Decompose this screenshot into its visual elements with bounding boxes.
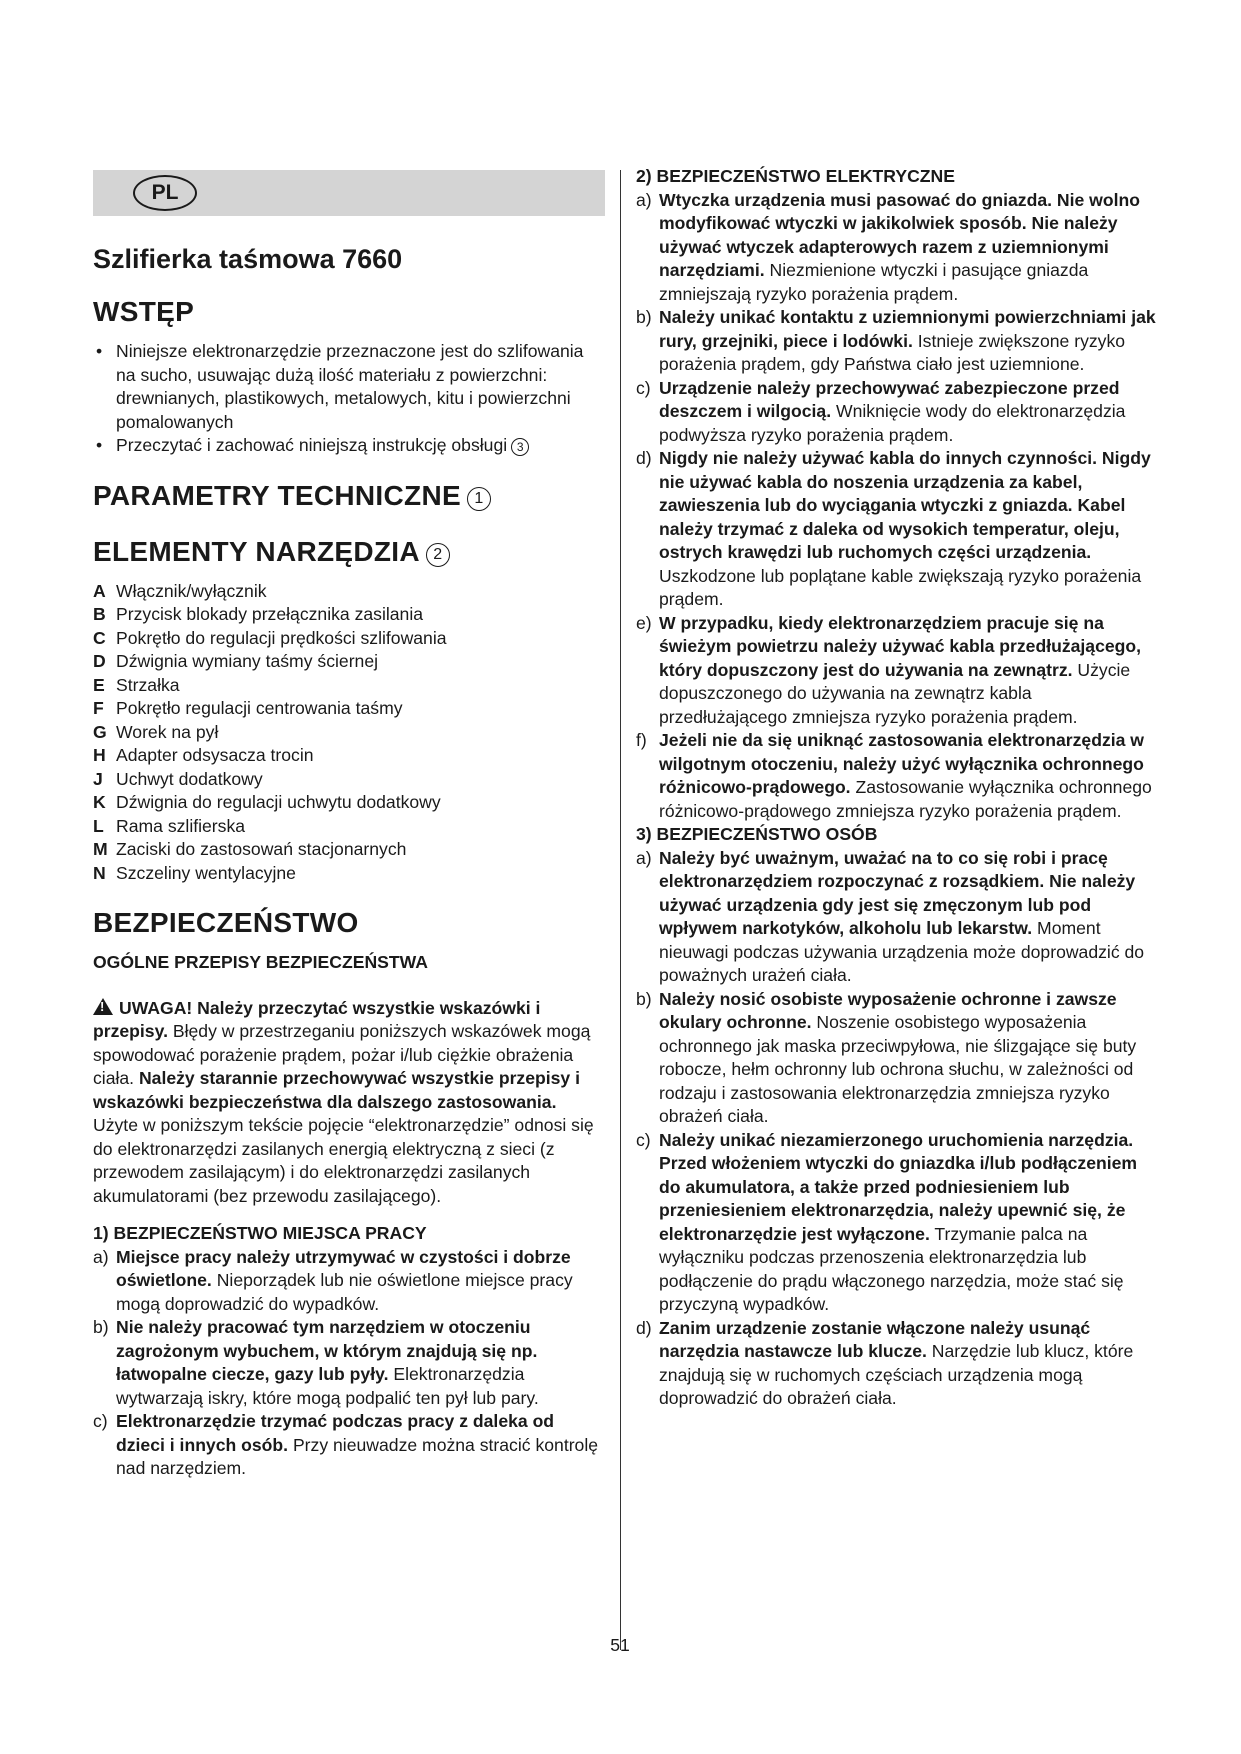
item-explanation: Zastosowanie wyłącznika ochronnego różnicowo-prądowego zmniejsza ryzyko porażenia prądem.: [659, 777, 1152, 821]
part-label: Strzałka: [116, 674, 180, 695]
item-explanation: Trzymanie palca na wyłączniku podczas przenoszenia elektronarzędzia lub podłączenie do prądu włączonego narzędzia, może stać się przyczyną wypadków.: [659, 1223, 1124, 1314]
item-body: [659, 377, 1156, 448]
safety-item: [93, 1316, 605, 1410]
safety-heading: BEZPIECZEŃSTWO: [93, 907, 359, 938]
safety-section-workplace: [93, 1222, 605, 1481]
part-letter: K: [93, 792, 106, 812]
part-item: [93, 744, 605, 768]
safety-item: [636, 612, 1156, 730]
params-heading: PARAMETRY TECHNICZNE 1: [93, 478, 605, 514]
item-letter: a): [636, 847, 652, 868]
parts-list: [93, 580, 605, 886]
item-explanation: Istnieje zwiększone ryzyko porażenia prądem, gdy Państwa ciało jest uziemnione.: [659, 330, 1126, 374]
part-item: [93, 862, 605, 886]
part-item: [93, 815, 605, 839]
item-letter: b): [636, 988, 652, 1009]
item-rule: Należy nosić osobiste wyposażenie ochronne i zawsze okulary ochronne.: [659, 988, 1117, 1032]
part-item: [93, 650, 605, 674]
item-letter: d): [636, 1317, 652, 1338]
part-letter: L: [93, 815, 104, 836]
safety-section-personal: [636, 823, 1156, 1411]
item-explanation: Elektronarzędzia wytwarzają iskry, które mogą podpalić ten pył lub pary.: [116, 1364, 539, 1408]
item-explanation: Użycie dopuszczonego do używania na zewnątrz kabla przedłużającego zmniejsza ryzyko porażenia prądem.: [659, 659, 1131, 727]
language-badge: PL: [133, 175, 197, 211]
item-explanation: Wniknięcie wody do elektronarzędzia podwyższa ryzyko porażenia prądem.: [659, 401, 1126, 445]
item-explanation: Uszkodzone lub poplątane kable zwiększają ryzyko porażenia prądem.: [659, 565, 1142, 609]
item-rule: Należy unikać kontaktu z uziemnionymi powierzchniami jak rury, grzejniki, piece i lodówki.: [659, 307, 1156, 351]
part-label: Adapter odsysacza trocin: [116, 745, 314, 765]
safety-item: [636, 1317, 1156, 1411]
part-letter: B: [93, 604, 106, 624]
section-heading: 3) BEZPIECZEŃSTWO OSÓB: [636, 824, 878, 844]
part-letter: N: [93, 862, 106, 883]
item-body: [659, 1317, 1156, 1411]
item-body: [659, 612, 1156, 730]
part-letter: J: [93, 768, 103, 789]
item-body: [659, 306, 1156, 377]
safety-item: [636, 729, 1156, 823]
safety-section-electrical: [636, 165, 1156, 823]
intro-heading: WSTĘP: [93, 296, 195, 327]
part-letter: E: [93, 674, 105, 695]
item-rule: Urządzenie należy przechowywać zabezpieczone przed deszczem i wilgocią.: [659, 377, 1120, 421]
item-body: [659, 1129, 1156, 1317]
section-heading: 1) BEZPIECZEŃSTWO MIEJSCA PRACY: [93, 1223, 427, 1243]
right-column: [636, 165, 1156, 1411]
warning-paragraph: !UWAGA! Należy przeczytać wszystkie wskazówki i przepisy. Błędy w przestrzeganiu poniższych wskazówek mogą spowodować porażenie prądem, pożar i/lub ciężkie obrażenia ciała. Należy starannie przechowywać wszystkie przepisy i wskazówki bezpieczeństwa dla dalszego zastosowania. Użyte w poniższym tekście pojęcie “elektronarzędzie” odnosi się do elektronarzędzi zasilanych energią elektryczną z sieci (z przewodem zasilającym) i do elektronarzędzi zasilanych akumulatorami (bez przewodu zasilającego).: [93, 997, 605, 1209]
part-label: Worek na pył: [116, 721, 219, 742]
item-rule: Należy unikać niezamierzonego uruchomienia narzędzia. Przed włożeniem wtyczki do gniazdka i/lub podłączeniem do akumulatora, a także przed podniesieniem lub przeniesieniem elektronarzędzia, należy upewnić się, że elektronarzędzie jest wyłączone.: [659, 1129, 1138, 1244]
intro-bullet: • Przeczytać i zachować niniejszą instrukcję obsługi 3: [93, 434, 605, 458]
part-label: Włącznik/wyłącznik: [116, 580, 267, 601]
item-letter: e): [636, 612, 652, 633]
item-letter: b): [636, 307, 652, 327]
figure-ref-2: 2: [426, 543, 450, 567]
item-explanation: Moment nieuwagi podczas używania urządzenia może doprowadzić do poważnych urażeń ciała.: [659, 918, 1145, 985]
part-label: Szczeliny wentylacyjne: [116, 862, 296, 883]
part-label: Dźwignia do regulacji uchwytu dodatkowy: [116, 792, 441, 812]
item-body: [116, 1316, 605, 1410]
item-explanation: Przy nieuwadze można stracić kontrolę nad narzędziem.: [116, 1434, 599, 1478]
part-label: Uchwyt dodatkowy: [116, 768, 263, 789]
item-explanation: Narzędzie lub klucz, które znajdują się w ruchomych częściach urządzenia mogą doprowadzić do obrażeń ciała.: [659, 1341, 1134, 1408]
safety-item: [636, 847, 1156, 988]
safety-item: [93, 1246, 605, 1317]
part-label: Przycisk blokady przełącznika zasilania: [116, 604, 424, 624]
item-body: [116, 1246, 605, 1317]
part-letter: G: [93, 721, 107, 742]
part-item: [93, 580, 605, 604]
safety-item: [636, 1129, 1156, 1317]
intro-bullets: [93, 340, 605, 458]
section-heading: 2) BEZPIECZEŃSTWO ELEKTRYCZNE: [636, 166, 955, 186]
item-body: [116, 1410, 605, 1481]
part-item: [93, 838, 605, 862]
page-number: 51: [610, 1635, 630, 1655]
intro-bullet: • Niniejsze elektronarzędzie przeznaczone jest do szlifowania na sucho, usuwając dużą ilość materiału z powierzchni: drewnianych, plastikowych, metalowych, kitu i powierzchni pomalowanych: [93, 340, 605, 434]
figure-ref-1: 1: [467, 487, 491, 511]
item-body: [659, 847, 1156, 988]
item-rule: Elektronarzędzie trzymać podczas pracy z daleka od dzieci i innych osób.: [116, 1411, 555, 1455]
part-item: [93, 697, 605, 721]
item-letter: a): [636, 189, 652, 210]
item-letter: f): [636, 730, 647, 750]
part-letter: M: [93, 839, 108, 859]
item-rule: Zanim urządzenie zostanie włączone należy usunąć narzędzia nastawcze lub klucze.: [659, 1317, 1091, 1361]
item-rule: Jeżeli nie da się uniknąć zastosowania elektronarzędzia w wilgotnym otoczeniu, należy użyć wyłącznika ochronnego różnicowo-prądowego.: [659, 730, 1144, 797]
item-letter: b): [93, 1317, 109, 1337]
part-label: Pokrętło regulacji centrowania taśmy: [116, 698, 403, 718]
document-title: Szlifierka taśmowa 7660: [93, 244, 403, 274]
column-divider: [620, 170, 621, 1650]
safety-item: [93, 1410, 605, 1481]
part-letter: F: [93, 698, 104, 718]
item-explanation: Niezmienione wtyczki i pasujące gniazda zmniejszają ryzyko porażenia prądem.: [659, 260, 1089, 304]
part-item: [93, 791, 605, 815]
part-label: Pokrętło do regulacji prędkości szlifowania: [116, 627, 447, 648]
part-label: Dźwignia wymiany taśmy ściernej: [116, 651, 379, 671]
item-body: [659, 729, 1156, 823]
part-item: [93, 768, 605, 792]
item-rule: Nie należy pracować tym narzędziem w otoczeniu zagrożonym wybuchem, w którym znajdują się np. łatwopalne ciecze, gazy lub pyły.: [116, 1317, 538, 1384]
elements-heading: ELEMENTY NARZĘDZIA 2: [93, 534, 605, 570]
safety-item: [636, 377, 1156, 448]
item-rule: Wtyczka urządzenia musi pasować do gniazda. Nie wolno modyfikować wtyczki w jakikolwiek sposób. Nie należy używać wtyczek adapterowych razem z uziemnionymi narzędziami.: [659, 189, 1140, 280]
safety-item: [636, 306, 1156, 377]
warning-icon: [93, 998, 113, 1015]
part-item: [93, 721, 605, 745]
language-header-bar: [93, 170, 605, 216]
item-letter: c): [636, 377, 651, 398]
item-rule: Nigdy nie należy używać kabla do innych czynności. Nigdy nie używać kabla do noszenia urządzenia za kabel, zawieszenia lub do wyciągania wtyczki z gniazda. Kabel należy trzymać z daleka od wysokich temperatur, oleju, ostrych krawędzi lub ruchomych części urządzenia.: [659, 448, 1151, 562]
item-rule: Miejsce pracy należy utrzymywać w czystości i dobrze oświetlone.: [116, 1246, 571, 1290]
part-item: [93, 627, 605, 651]
part-label: Rama szlifierska: [116, 815, 246, 836]
part-letter: H: [93, 745, 106, 765]
item-letter: a): [93, 1246, 109, 1267]
part-letter: D: [93, 651, 106, 671]
part-label: Zaciski do zastosowań stacjonarnych: [116, 839, 407, 859]
item-rule: Należy być uważnym, uważać na to co się robi i pracę elektronarzędziem rozpoczynać z rozsądkiem. Nie należy używać urządzenia gdy jest się zmęczonym lub pod wpływem narkotyków, alkoholu lub lekarstw.: [659, 847, 1136, 938]
item-explanation: Noszenie osobistego wyposażenia ochronnego jak maska przeciwpyłowa, nie ślizgające się buty robocze, hełm ochronny lub ochrona słuchu, w zależności od rodzaju i zastosowania elektronarzędzia zmniejsza ryzyko obrażeń ciała.: [659, 1012, 1137, 1126]
item-explanation: Nieporządek lub nie oświetlone miejsce pracy mogą doprowadzić do wypadków.: [116, 1270, 573, 1314]
safety-item: [636, 189, 1156, 307]
part-item: [93, 603, 605, 627]
safety-item: [636, 447, 1156, 612]
item-rule: W przypadku, kiedy elektronarzędziem pracuje się na świeżym powietrzu należy używać kabla przedłużającego, który dopuszczony jest do używania na zewnątrz.: [659, 612, 1142, 680]
item-letter: c): [93, 1411, 108, 1431]
safety-item: [636, 988, 1156, 1129]
item-body: [659, 447, 1156, 612]
item-body: [659, 189, 1156, 307]
left-column: [93, 170, 605, 1481]
item-letter: d): [636, 448, 652, 468]
part-letter: C: [93, 627, 106, 648]
item-letter: c): [636, 1129, 651, 1150]
figure-ref-3: 3: [511, 438, 529, 456]
general-safety-heading: OGÓLNE PRZEPISY BEZPIECZEŃSTWA: [93, 952, 428, 972]
item-body: [659, 988, 1156, 1129]
part-letter: A: [93, 580, 106, 601]
part-item: [93, 674, 605, 698]
